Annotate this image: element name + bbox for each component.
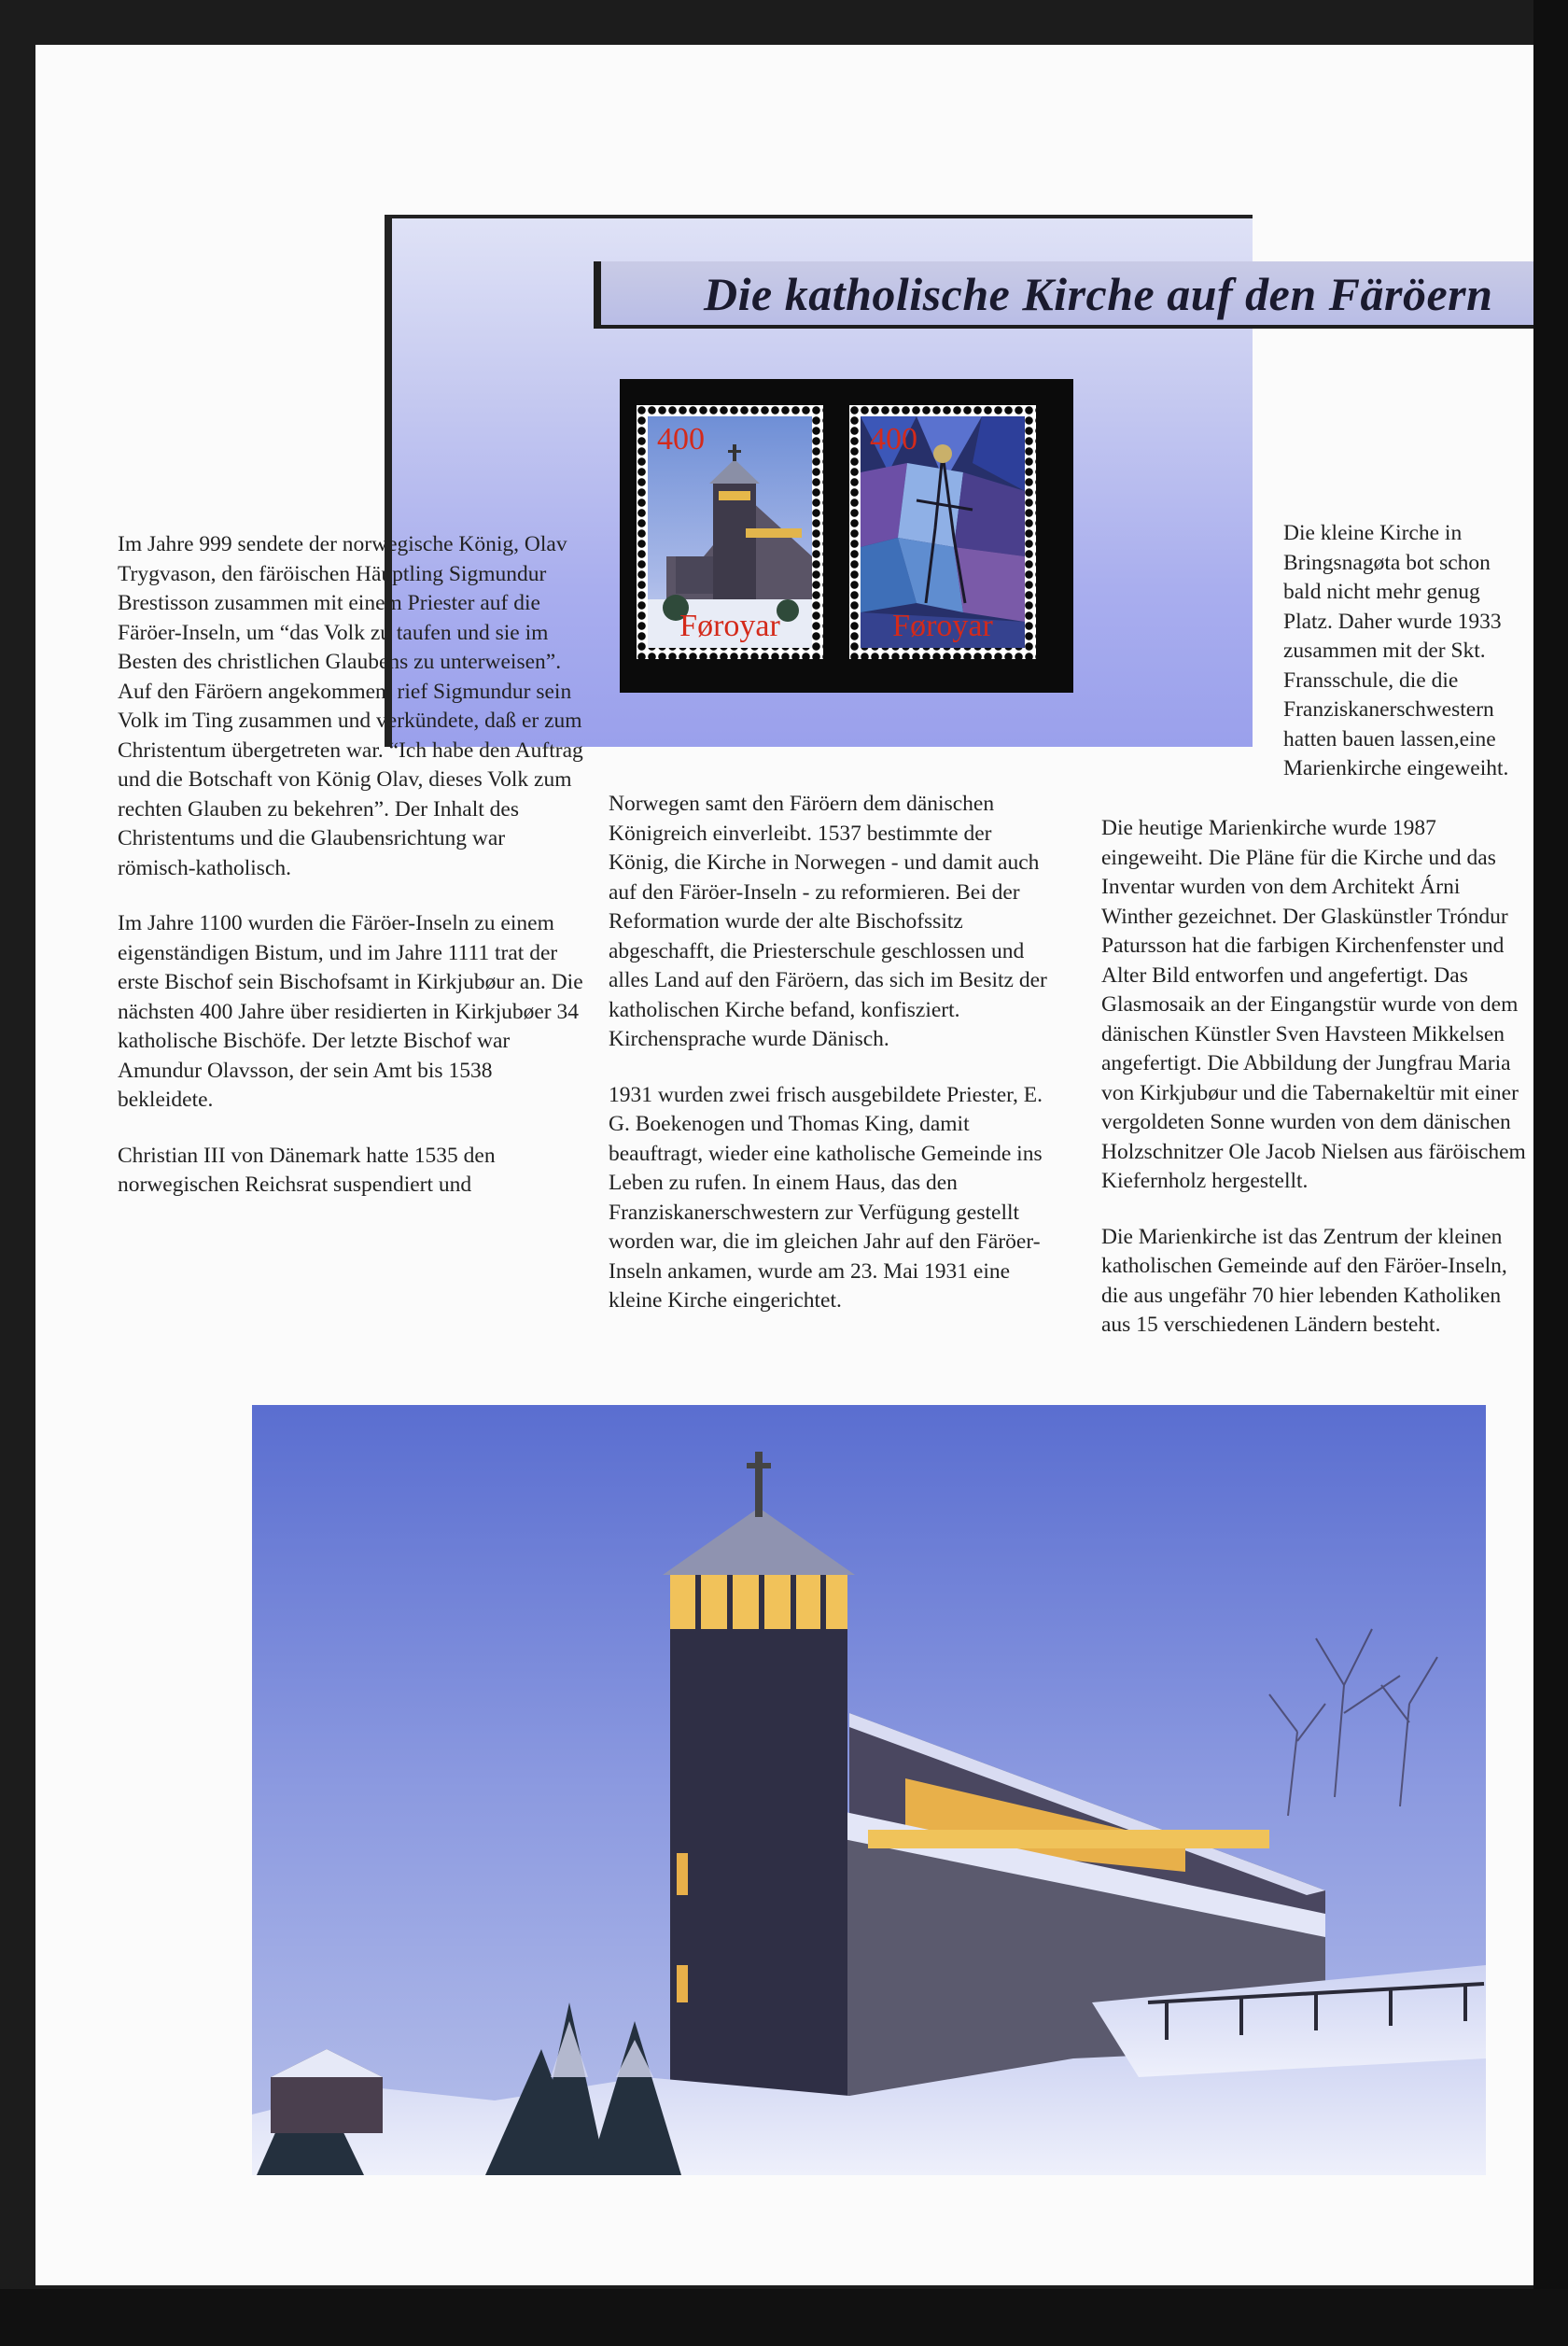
paragraph: Die kleine Kirche in Bringsnagøta bot schon bald nicht mehr genug Platz. Daher wurde 1933 zusammen mit der Skt. Fransschule, die die Franziskanerschwestern hatten bauen lassen,eine Marienkirche eingeweiht. <box>1283 521 1509 780</box>
paragraph: Norwegen samt den Färöern dem dänischen Königreich einverleibt. 1537 bestimmte der König, die Kirche in Norwegen - und damit auch auf den Färöer-Inseln - zu reformieren. Bei der Reformation wurde der alte Bischofssitz abgeschafft, die Priesterschule geschlossen und alles Land auf den Färöern, das sich im Besitz der katholischen Kirche befand, konfisziert. Kirchensprache wurde Dänisch. <box>609 792 1047 1051</box>
stamp-country: Føroyar <box>892 609 993 643</box>
paragraph: 1931 wurden zwei frisch ausgebildete Priester, E. G. Boekenogen und Thomas King, damit beauftragt, wieder eine katholische Gemeinde ins Leben zu rufen. In einem Haus, das den Franziskanerschwestern zur Verfügung gestellt worden war, die im gleichen Jahr auf den Färöer-Inseln ankamen, wurde am 23. Mai 1931 eine kleine Kirche eingerichtet. <box>609 1082 1043 1313</box>
stamp-stained-glass <box>849 405 1036 659</box>
church-photograph <box>252 1405 1486 2175</box>
page-bottom-edge <box>0 2289 1568 2346</box>
paragraph: Im Jahre 1100 wurden die Färöer-Inseln zu einem eigenständigen Bistum, und im Jahre 1111 trat der erste Bischof sein Bischofsamt in Kirkjubøur an. Die nächsten 400 Jahre über residierten in Kirkjubøer 34 katholische Bischöfe. Der letzte Bischof war Amundur Olavsson, der sein Amt bis 1538 bekleidete. <box>118 911 583 1112</box>
title-banner <box>594 261 1533 329</box>
stamp-church-exterior <box>637 405 823 659</box>
left-column-text <box>118 530 584 1227</box>
right-top-text <box>1283 519 1531 810</box>
middle-column-text <box>609 790 1057 1342</box>
page-edge-shadow <box>1533 0 1568 2346</box>
stamp-value: 400 <box>870 422 917 457</box>
paragraph: Christian III von Dänemark hatte 1535 den norwegischen Reichsrat suspendiert und <box>118 1143 496 1197</box>
page-title: Die katholische Kirche auf den Färöern <box>704 268 1493 320</box>
paragraph: Die Marienkirche ist das Zentrum der kleinen katholischen Gemeinde auf den Färöer-Inseln, die aus ungefähr 70 hier lebenden Katholiken aus 15 verschiedenen Ländern besteht. <box>1101 1224 1507 1337</box>
paragraph: Die heutige Marienkirche wurde 1987 eingeweiht. Die Pläne für die Kirche und das Inventar wurden von dem Architekt Árni Winther gezeichnet. Der Glaskünstler Tróndur Patursson hat die farbigen Kirchenfenster und Alter Bild entworfen und angefertigt. Das Glasmosaik an der Eingangstür wurde von dem dänischen Künstler Sven Havsteen Mikkelsen angefertigt. Die Abbildung der Jungfrau Maria von Kirkjubøur und die Tabernakeltür mit einer vergoldeten Sonne wurden von dem dänischen Holzschnitzer Ole Jacob Nielsen aus färöischem Kiefernholz hergestellt. <box>1101 816 1526 1193</box>
stamp-mount <box>620 379 1073 693</box>
right-column-text <box>1101 814 1531 1367</box>
stamp-value: 400 <box>657 422 705 457</box>
paragraph: Im Jahre 999 sendete der norwegische König, Olav Trygvason, den färöischen Häuptling Sigmundur Brestisson zusammen mit einem Priester auf die Färöer-Inseln, um “das Volk zu taufen und sie im Besten des christlichen Glaubens zu unterweisen”. Auf den Färöern angekommen, rief Sigmundur sein Volk im Ting zusammen und verkündete, daß er zum Christentum übergetreten war. “Ich habe den Auftrag und die Botschaft von König Olav, dieses Volk zum rechten Glauben zu bekehren”. Der Inhalt des Christentums und die Glaubensrichtung war römisch-katholisch. <box>118 532 583 880</box>
stamp-country: Føroyar <box>679 609 780 643</box>
